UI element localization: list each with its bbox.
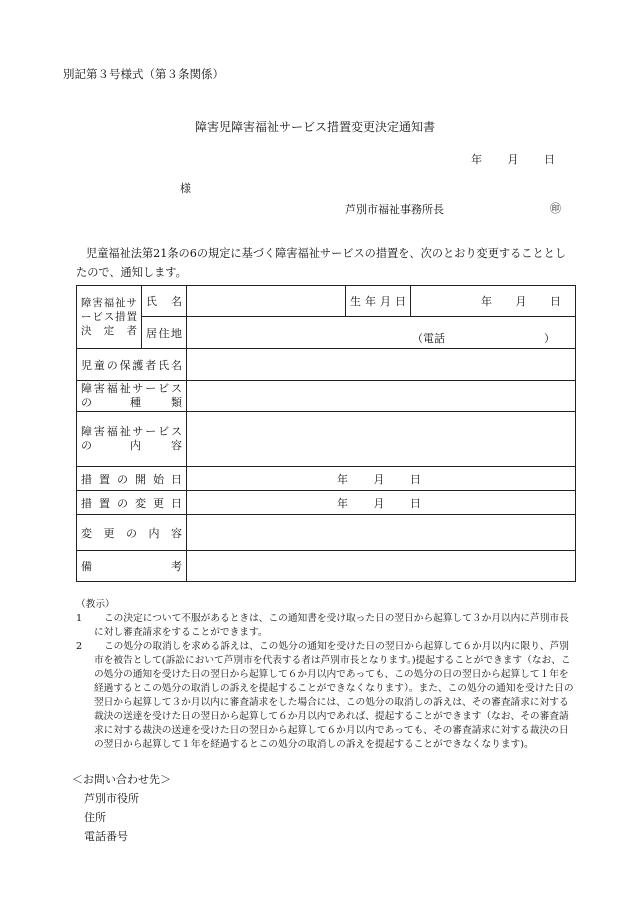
instruction-item xyxy=(76,640,578,752)
change-content-label: 変更の内容 xyxy=(77,515,187,551)
instruction-number: 1 xyxy=(76,613,83,624)
service-content-label-line1: 障害福祉サービス xyxy=(81,425,182,438)
birth-month: 月 xyxy=(515,295,527,308)
start-year: 年 xyxy=(337,472,348,486)
start-month: 月 xyxy=(373,472,385,486)
service-content-label-line2: の 内容 xyxy=(81,439,212,452)
addressee-suffix: 様 xyxy=(180,182,191,195)
month-unit: 月 xyxy=(507,153,519,166)
document-title: 障害児障害福祉サービス措置変更決定通知書 xyxy=(194,120,435,134)
decision-table xyxy=(76,285,576,582)
phone-label: （電話 ） xyxy=(412,332,555,345)
guardian-value xyxy=(187,349,576,381)
change-date-value xyxy=(187,491,576,515)
instructions-section xyxy=(76,598,578,752)
remarks-label: 備 考 xyxy=(77,551,187,582)
remarks-value xyxy=(187,551,576,582)
birth-day: 日 xyxy=(550,295,561,308)
instructions-heading: （教示） xyxy=(76,599,115,610)
instruction-text: この処分の取消しを求める訴えは、この処分の通知を受けた日の翌日から起算して６か月以内に限り、芦別市を被告として(訴訟において芦別市を代表する者は芦別市長となります。)提起することができます（なお、この処分の通知を受けた日の翌日から起算して６か月以内であっても、この処分の日の翌日から起算して１年を経過するとこの処分の取消しの訴えを提起することができなくなります）。また、この処分の通知を受けた日の翌日から起算して３か月以内に審査請求をした場合には、この処分の取消しの訴えは、その審査請求に対する裁決の送達を受けた日の翌日から起算して６か月以内であれば、提起することができます（なお、その審査請求に対する裁決の送達を受けた日の翌日から起算して６か月以内であっても、その審査請求に対する裁決の日の翌日から起算して１年を経過するとこの処分の取消しの訴えを提起することができなくなります)。 xyxy=(94,641,574,750)
name-value xyxy=(187,286,346,317)
change-year: 年 xyxy=(337,496,348,510)
guardian-label: 児童の保護者氏名 xyxy=(77,349,187,381)
service-content-label xyxy=(77,412,212,467)
year-unit: 年 xyxy=(471,153,482,166)
address-value xyxy=(187,317,576,349)
contact-heading: ＜お問い合わせ先＞ xyxy=(72,773,171,786)
change-content-value xyxy=(187,515,576,551)
address-label: 居住地 xyxy=(142,317,187,349)
contact-phone-label: 電話番号 xyxy=(84,830,128,843)
birthdate-value xyxy=(411,286,576,317)
form-reference: 別記第３号様式（第３条関係） xyxy=(63,67,224,81)
decision-person-label: 障害福祉サービス措置決定者 xyxy=(77,286,142,349)
contact-address-label: 住所 xyxy=(84,811,106,824)
service-type-label xyxy=(77,381,212,412)
start-date-label: 措置の開始日 xyxy=(77,467,187,491)
instruction-item xyxy=(76,612,578,640)
start-date-value xyxy=(187,467,576,491)
contact-office: 芦別市役所 xyxy=(84,792,139,805)
day-unit: 日 xyxy=(544,153,555,166)
change-date-label: 措置の変更日 xyxy=(77,491,187,515)
service-type-label-line2: の 種類 xyxy=(81,396,212,409)
service-content-value xyxy=(187,412,576,467)
intro-paragraph: 児童福祉法第21条の6の規定に基づく障害福祉サービスの措置を、次のとおり変更することとしたので、通知します。 xyxy=(76,247,567,279)
seal-mark: ㊞ xyxy=(550,202,561,215)
instruction-text: この決定について不服があるときは、この通知書を受け取った日の翌日から起算して３か月以内に芦別市長に対し審査請求をすることができます。 xyxy=(94,613,569,638)
instruction-number: 2 xyxy=(76,641,83,652)
service-type-value xyxy=(187,381,576,412)
issuer-name: 芦別市福祉事務所長 xyxy=(345,203,444,216)
birth-year: 年 xyxy=(481,295,492,308)
birthdate-label: 生年月日 xyxy=(346,286,411,317)
change-day: 日 xyxy=(410,496,421,510)
change-month: 月 xyxy=(373,496,385,510)
service-type-label-line1: 障害福祉サービス xyxy=(81,382,182,395)
contact-section xyxy=(72,770,171,846)
start-day: 日 xyxy=(410,472,421,486)
issue-date xyxy=(471,151,555,167)
name-label: 氏 名 xyxy=(142,286,187,317)
